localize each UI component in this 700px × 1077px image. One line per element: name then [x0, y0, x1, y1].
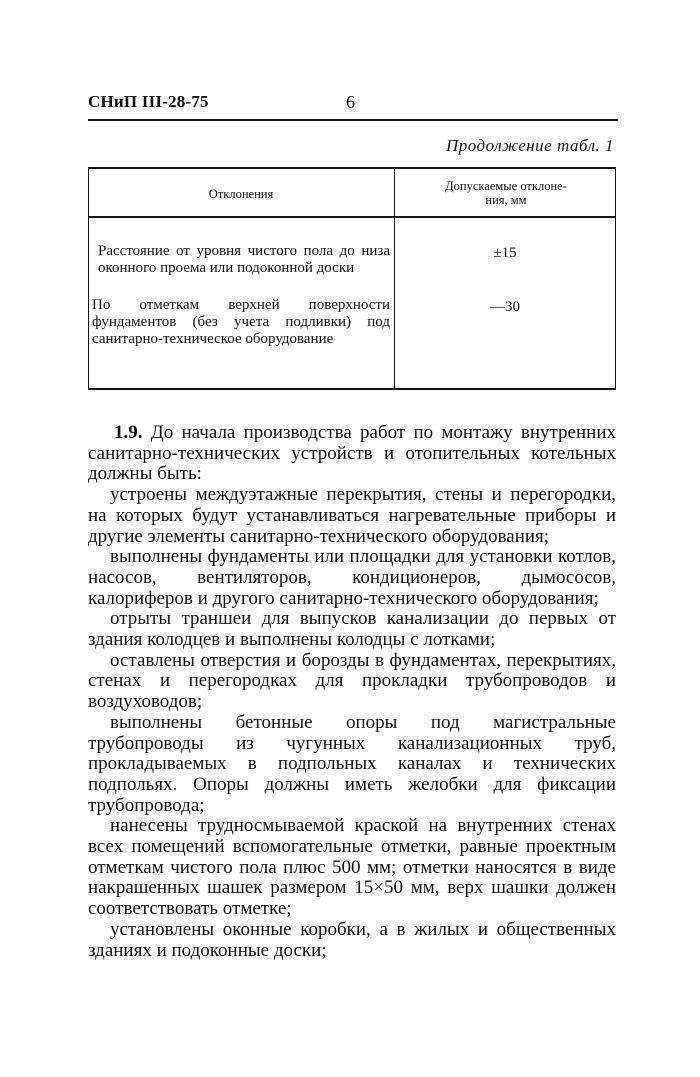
list-item: отрыты траншеи для выпусков канализации до первых от здания колодцев и выполнены колодцы с лотками;: [88, 608, 616, 651]
column-header-tolerance: Допускаемые отклоне- ния, мм: [445, 179, 567, 207]
list-item: устроены междуэтажные перекрытия, стены и перегородки, на которых будут устанавливаться нагревательные приборы и другие элементы санитарно-технического оборудования;: [88, 484, 616, 547]
clause-intro-text: До начала производства работ по монтажу внутренних санитарно-технических устройств и отопительных котельных должны быть:: [88, 422, 616, 485]
table-row-tolerance: —30: [490, 299, 520, 315]
table-border-left: [88, 169, 89, 388]
list-item: выполнены бетонные опоры под магистральные трубопроводы из чугунных канализационных труб, прокладываемых в подпольных каналах и технических подпольях. Опоры должны иметь желобки для фиксации трубопровода;: [88, 711, 616, 816]
table-header-rule: [88, 216, 616, 218]
table-caption: Продолжение табл. 1: [445, 136, 614, 155]
document-code: СНиП III-28-75: [88, 92, 209, 111]
header-rule: [88, 119, 618, 121]
table-row-tolerance: ±15: [493, 245, 517, 261]
clause-body: [88, 423, 616, 961]
page-number: 6: [346, 92, 355, 112]
list-item: установлены оконные коробки, а в жилых и общественных зданиях и подоконные доски;: [88, 918, 616, 961]
clause-intro: [88, 423, 616, 485]
table-row-deviation: По отметкам верхней поверхности фундаментов (без учета подливки) под санитарно-техническое оборудование: [92, 297, 390, 347]
deviations-table: [88, 167, 616, 390]
table-row-deviation: Расстояние от уровня чистого пола до низа оконного проема или подоконной доски: [98, 243, 390, 276]
list-item: выполнены фундаменты или площадки для установки котлов, насосов, вентиляторов, кондиционеров, дымососов, калориферов и другого санитарно-технического оборудования;: [88, 546, 616, 609]
list-item: оставлены отверстия и борозды в фундаментах, перекрытиях, стенах и перегородках для прокладки трубопроводов и воздуховодов;: [88, 649, 616, 713]
column-header-deviations: Отклонения: [208, 187, 274, 201]
table-column-divider: [394, 169, 395, 388]
list-item: нанесены трудносмываемой краской на внутренних стенах всех помещений вспомогательные отметки, равные проектным отметкам чистого пола плюс 500 мм; отметки наносятся в виде накрашенных шашек размером 15×50 мм, верх шашки должен соответствовать отметке;: [88, 815, 616, 920]
clause-number: 1.9.: [114, 422, 143, 443]
page-header: [88, 92, 618, 118]
table-border-right: [615, 169, 616, 388]
